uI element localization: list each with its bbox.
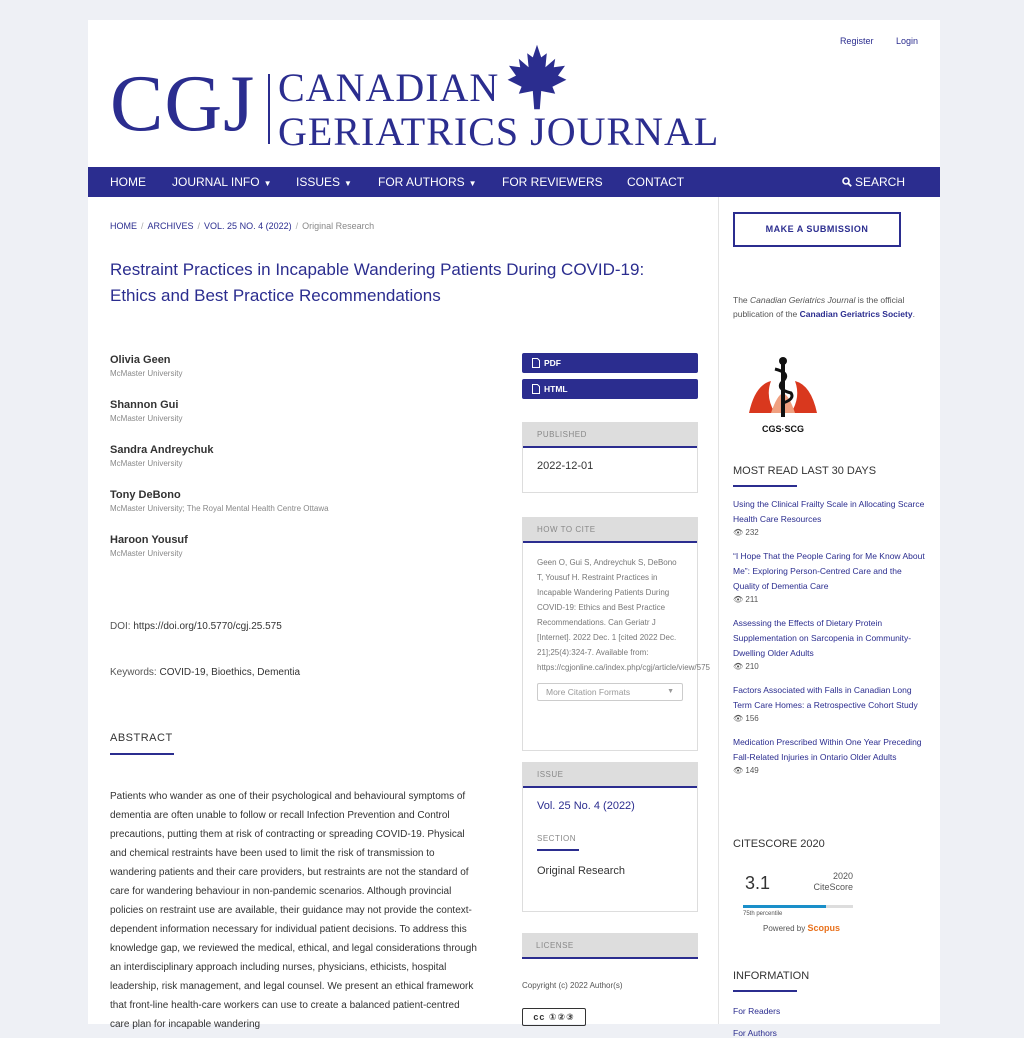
author-item xyxy=(110,398,510,443)
user-nav xyxy=(820,36,918,46)
caret-down-icon: ▼ xyxy=(667,688,674,695)
citescore-percentile-bar xyxy=(743,905,853,908)
section-value: Original Research xyxy=(537,865,626,877)
nav-issues[interactable]: ISSUES ▼ xyxy=(296,175,352,189)
breadcrumb-current: Original Research xyxy=(302,221,375,231)
breadcrumb-issue[interactable]: VOL. 25 NO. 4 (2022) xyxy=(204,221,292,231)
keywords-label: Keywords: xyxy=(110,667,157,678)
cgs-emblem-icon xyxy=(741,355,825,421)
nav-for-authors[interactable]: FOR AUTHORS ▼ xyxy=(378,175,477,189)
abstract-heading: ABSTRACT xyxy=(110,732,173,744)
login-link[interactable]: Login xyxy=(895,36,918,46)
html-galley-button[interactable]: HTML xyxy=(522,379,698,399)
logo-abbr: CGJ xyxy=(110,60,256,148)
nav-for-reviewers[interactable]: FOR REVIEWERS xyxy=(502,175,603,189)
citescore-percentile-fill xyxy=(743,905,826,908)
sidebar-divider xyxy=(718,197,719,1024)
doi xyxy=(110,621,282,632)
file-html-icon xyxy=(532,384,540,394)
nav-home[interactable]: HOME xyxy=(110,175,146,189)
citation-text: Geen O, Gui S, Andreychuk S, DeBono T, Yousuf H. Restraint Practices in Incapable Wandering Patients During COVID-19: Ethics and Best Practice Recommendations. Can Geriatr J [Internet]. 2022 Dec. 1 [cited 2022 Dec. 21];25(4):324-7. Available from: https://cgjonline.ca/index.php/cgj/article/view/575 xyxy=(537,558,710,672)
citescore-widget[interactable] xyxy=(733,863,863,943)
author-item xyxy=(110,488,510,533)
issue-link[interactable]: Vol. 25 No. 4 (2022) xyxy=(537,800,635,812)
copyright-text: Copyright (c) 2022 Author(s) xyxy=(522,981,623,990)
list-item: “I Hope That the People Caring for Me Know About Me”: Exploring Person-Centred Care and the Quality of Dementia Care 👁 211 xyxy=(733,549,929,606)
most-read-link[interactable]: Assessing the Effects of Dietary Protein Supplementation on Sarcopenia in Community-Dwelling Older Adults xyxy=(733,618,912,658)
citescore-year: 2020 xyxy=(832,871,853,881)
article-title: Restraint Practices in Incapable Wandering Patients During COVID-19: Ethics and Best Practice Recommendations xyxy=(110,260,645,305)
eye-icon: 👁 xyxy=(733,766,744,775)
most-read-link[interactable]: “I Hope That the People Caring for Me Know About Me”: Exploring Person-Centred Care and the Quality of Dementia Care xyxy=(733,551,925,591)
most-read-link[interactable]: Using the Clinical Frailty Scale in Allocating Scarce Health Care Resources xyxy=(733,499,925,524)
citescore-heading: CITESCORE 2020 xyxy=(733,838,825,850)
most-read-list xyxy=(733,497,929,787)
doi-link[interactable]: https://doi.org/10.5770/cgj.25.575 xyxy=(133,621,282,632)
list-item: Assessing the Effects of Dietary Protein Supplementation on Sarcopenia in Community-Dwelling Older Adults 👁 210 xyxy=(733,616,929,673)
nav-journal-info[interactable]: JOURNAL INFO ▼ xyxy=(172,175,272,189)
eye-icon: 👁 xyxy=(733,714,744,723)
citescore-label: CiteScore xyxy=(813,882,853,892)
keywords-value: COVID-19, Bioethics, Dementia xyxy=(159,667,301,678)
society-link[interactable]: Canadian Geriatrics Society xyxy=(799,309,913,319)
file-pdf-icon xyxy=(532,358,540,368)
cgs-label: CGS·SCG xyxy=(761,424,804,434)
author-name: Shannon Gui xyxy=(110,399,179,411)
author-name: Sandra Andreychuk xyxy=(110,444,214,456)
register-link[interactable]: Register xyxy=(839,36,874,46)
powered-by-label: Powered by xyxy=(763,924,806,933)
abstract-underline xyxy=(110,753,174,755)
list-item: Using the Clinical Frailty Scale in Allocating Scarce Health Care Resources 👁 232 xyxy=(733,497,929,539)
citescore-value: 3.1 xyxy=(745,873,771,893)
license-heading: LICENSE xyxy=(522,933,698,959)
nav-contact[interactable]: CONTACT xyxy=(627,175,685,189)
section-heading: SECTION xyxy=(537,834,577,843)
section-underline xyxy=(537,849,579,851)
author-affiliation: McMaster University xyxy=(110,369,183,378)
most-read-heading: MOST READ LAST 30 DAYS xyxy=(733,465,877,477)
abstract-text: Patients who wander as one of their psychological and behavioural symptoms of dementia are often unable to follow or recall Infection Prevention and Control precautions, putting them at risk of contracting or spreading COVID-19. Physical and chemical restraints have been used to limit the risk of transmission to wandering patients and their care providers, but restraints are not the standard of care for wandering behaviour in non-pandemic scenarios. Although provincial policies on restraint use are available, their guidance may not provide the context-dependent information necessary for individual patient decisions. To address this knowledge gap, we reviewed the medical, ethical, and legal considerations through an interdisciplinary approach including nurses, physicians, ethicists, hospital leadership, risk management, and legal counsel. We present an ethical framework that front-line health-care workers can use to create a balanced patient-centred care plan for incapable wandering xyxy=(110,791,477,1030)
license-panel xyxy=(522,933,698,960)
caret-down-icon: ▼ xyxy=(344,179,352,188)
breadcrumb-archives[interactable]: ARCHIVES xyxy=(147,221,194,231)
page xyxy=(88,20,940,1038)
eye-icon: 👁 xyxy=(733,595,744,604)
published-date: 2022-12-01 xyxy=(537,460,594,472)
most-read-underline xyxy=(733,485,797,487)
logo-divider xyxy=(268,74,270,144)
list-item: Factors Associated with Falls in Canadian Long Term Care Homes: a Retrospective Cohort Study 👁 156 xyxy=(733,683,929,725)
breadcrumb-home[interactable]: HOME xyxy=(110,221,137,231)
information-underline xyxy=(733,990,797,992)
logo-line-1: CANADIAN xyxy=(278,65,500,110)
author-item xyxy=(110,533,510,578)
citescore-percentile: 75th percentile xyxy=(743,911,783,917)
author-affiliation: McMaster University xyxy=(110,549,183,558)
citation-formats-dropdown[interactable]: More Citation Formats ▼ xyxy=(537,683,683,701)
most-read-link[interactable]: Medication Prescribed Within One Year Preceding Fall-Related Injuries in Ontario Older Adults xyxy=(733,737,922,762)
breadcrumb: HOME / ARCHIVES / VOL. 25 NO. 4 (2022) / Original Research xyxy=(110,221,375,231)
about-text: The Canadian Geriatrics Journal is the official publication of the Canadian Geriatrics Society. xyxy=(733,295,915,319)
published-heading: PUBLISHED xyxy=(523,422,697,448)
eye-icon: 👁 xyxy=(733,528,744,537)
author-name: Tony DeBono xyxy=(110,489,181,501)
creative-commons-badge[interactable]: cc ①②③ xyxy=(522,1008,586,1026)
make-submission-button[interactable]: MAKE A SUBMISSION xyxy=(733,212,901,247)
published-panel xyxy=(522,422,698,493)
caret-down-icon: ▼ xyxy=(263,179,272,188)
main-nav xyxy=(88,167,940,197)
author-name: Olivia Geen xyxy=(110,354,171,366)
author-affiliation: McMaster University xyxy=(110,414,183,423)
how-to-cite-heading: HOW TO CITE xyxy=(523,517,697,543)
site-header xyxy=(88,20,940,167)
author-name: Haroon Yousuf xyxy=(110,534,188,546)
author-affiliation: McMaster University; The Royal Mental Health Centre Ottawa xyxy=(110,504,329,513)
author-affiliation: McMaster University xyxy=(110,459,183,468)
information-heading: INFORMATION xyxy=(733,970,810,982)
scopus-logo: Scopus xyxy=(807,923,840,933)
logo-line-2: GERIATRICS JOURNAL xyxy=(278,109,720,154)
maple-leaf-icon xyxy=(502,42,572,112)
keywords xyxy=(110,667,300,678)
author-item xyxy=(110,353,510,398)
list-item: Medication Prescribed Within One Year Preceding Fall-Related Injuries in Ontario Older Adults 👁 149 xyxy=(733,735,929,777)
search-icon xyxy=(842,177,852,187)
doi-label: DOI: xyxy=(110,621,131,632)
cgs-logo[interactable] xyxy=(741,355,825,433)
issue-heading: ISSUE xyxy=(523,762,697,788)
eye-icon: 👁 xyxy=(733,662,744,671)
info-for-readers-link[interactable]: For Readers xyxy=(733,1006,781,1016)
how-to-cite-panel xyxy=(522,517,710,751)
journal-logo[interactable] xyxy=(110,42,730,152)
pdf-galley-button[interactable]: PDF xyxy=(522,353,698,373)
most-read-link[interactable]: Factors Associated with Falls in Canadian Long Term Care Homes: a Retrospective Cohort Study xyxy=(733,685,918,710)
caret-down-icon: ▼ xyxy=(468,179,477,188)
issue-panel xyxy=(522,762,698,912)
author-list xyxy=(110,353,510,578)
info-for-authors-link[interactable]: For Authors xyxy=(733,1028,777,1038)
nav-search[interactable]: SEARCH xyxy=(842,167,905,197)
author-item xyxy=(110,443,510,488)
